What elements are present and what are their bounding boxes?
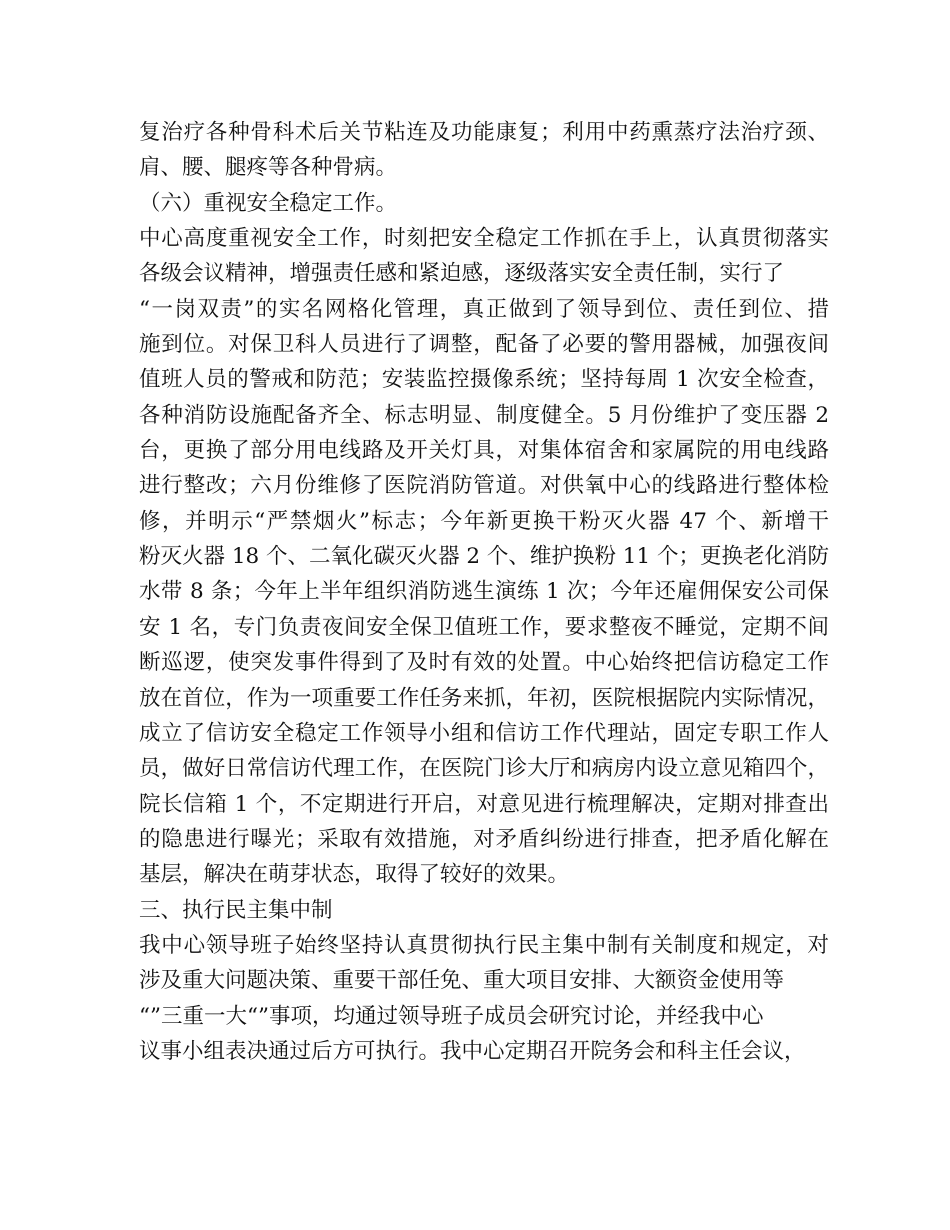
text-line: 复治疗各种骨科术后关节粘连及功能康复；利用中药熏蒸疗法治疗颈、 xyxy=(139,120,829,145)
text-line: 水带 8 条；今年上半年组织消防逃生演练 1 次；今年还雇佣保安公司保 xyxy=(139,579,829,605)
text-line: 员，做好日常信访代理工作，在医院门诊大厅和病房内设立意见箱四个， xyxy=(139,756,829,782)
text-line: 各种消防设施配备齐全、标志明显、制度健全。5 月份维护了变压器 2 xyxy=(139,402,829,428)
section-heading: （六）重视安全稳定工作。 xyxy=(139,190,398,216)
text-line: 议事小组表决通过后方可执行。我中心定期召开院务会和科主任会议， xyxy=(139,1038,806,1064)
text-line: 进行整改；六月份维修了医院消防管道。对供氧中心的线路进行整体检 xyxy=(139,473,829,499)
section-heading: 三、执行民主集中制 xyxy=(139,897,333,923)
text-line: 施到位。对保卫科人员进行了调整，配备了必要的警用器械，加强夜间 xyxy=(139,332,829,358)
text-line: 的隐患进行曝光；采取有效措施，对矛盾纠纷进行排查，把矛盾化解在 xyxy=(139,826,829,852)
text-line: 肩、腰、腿疼等各种骨病。 xyxy=(139,155,398,181)
text-line: 基层，解决在萌芽状态，取得了较好的效果。 xyxy=(139,862,570,888)
text-line: 值班人员的警戒和防范；安装监控摄像系统；坚持每周 1 次安全检查， xyxy=(139,367,829,393)
body-text xyxy=(139,115,829,1069)
text-line: 修，并明示“严禁烟火”标志；今年新更换干粉灭火器 47 个、新增干 xyxy=(139,508,829,534)
text-line: 院长信箱 1 个，不定期进行开启，对意见进行梳理解决，定期对排查出 xyxy=(139,791,829,817)
text-line: 安 1 名，专门负责夜间安全保卫值班工作，要求整夜不睡觉，定期不间 xyxy=(139,614,829,640)
text-line: “”三重一大“”事项，均通过领导班子成员会研究讨论，并经我中心 xyxy=(139,1003,764,1029)
text-line: 各级会议精神，增强责任感和紧迫感，逐级落实安全责任制，实行了 xyxy=(139,261,785,287)
text-line: 涉及重大问题决策、重要干部任免、重大项目安排、大额资金使用等 xyxy=(139,968,785,994)
text-line: 我中心领导班子始终坚持认真贯彻执行民主集中制有关制度和规定，对 xyxy=(139,932,829,958)
text-line: 成立了信访安全稳定工作领导小组和信访工作代理站，固定专职工作人 xyxy=(139,720,829,746)
text-line: 中心高度重视安全工作，时刻把安全稳定工作抓在手上，认真贯彻落实 xyxy=(139,226,829,252)
text-line: 放在首位，作为一项重要工作任务来抓，年初，医院根据院内实际情况， xyxy=(139,685,829,711)
text-line: 断巡逻，使突发事件得到了及时有效的处置。中心始终把信访稳定工作 xyxy=(139,650,829,676)
text-line: “一岗双责”的实名网格化管理，真正做到了领导到位、责任到位、措 xyxy=(139,296,829,322)
text-line: 粉灭火器 18 个、二氧化碳灭火器 2 个、维护换粉 11 个；更换老化消防 xyxy=(139,544,829,570)
text-line: 台，更换了部分用电线路及开关灯具，对集体宿舍和家属院的用电线路 xyxy=(139,438,829,464)
